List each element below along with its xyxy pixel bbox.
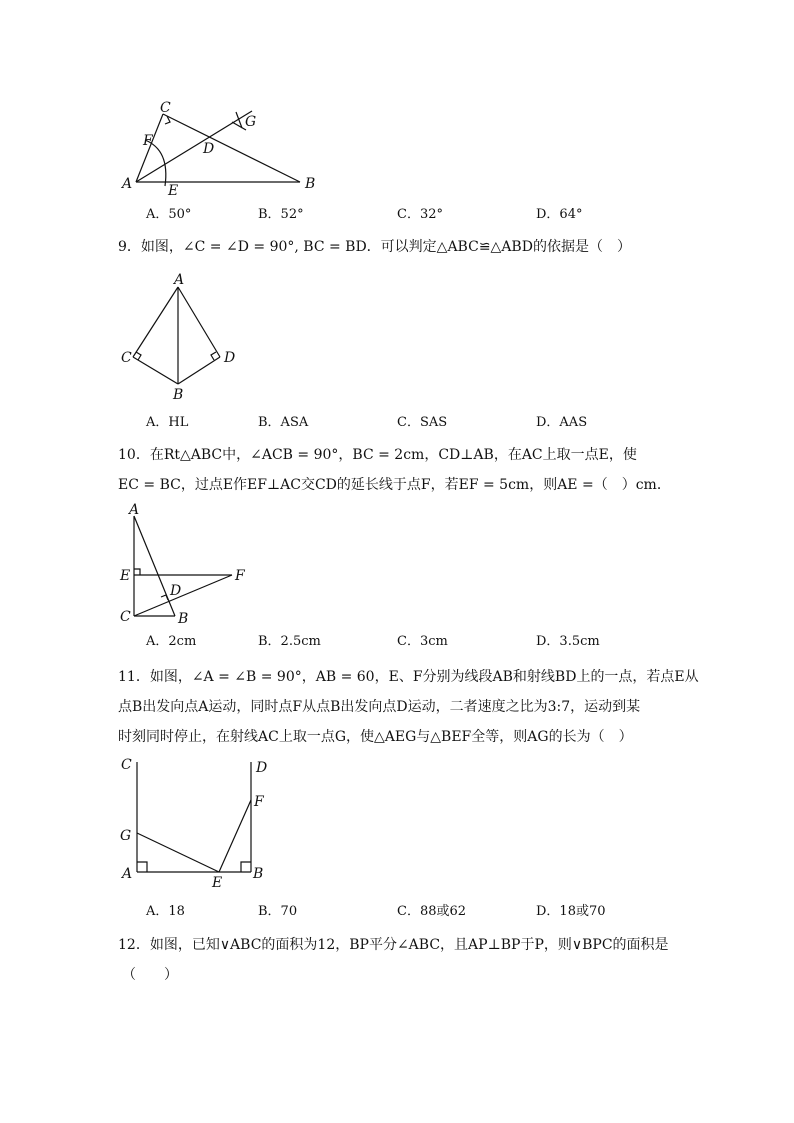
q12-stem-line-1: 12．如图，已知∨ABC的面积为12，BP平分∠ABC，且AP⊥BP于P，则∨BPC的面积是 — [118, 937, 669, 953]
q10-label-c: C — [120, 609, 131, 625]
q11-diagram — [137, 762, 251, 872]
q11-label-b: B — [253, 866, 264, 882]
q8-option-b[interactable]: B．52° — [258, 207, 304, 222]
q10-label-d: D — [170, 583, 182, 599]
q11-option-c[interactable]: C．88或62 — [397, 904, 467, 919]
q9-label-d: D — [224, 350, 236, 366]
q9-label-c: C — [121, 350, 132, 366]
q10-label-a: A — [129, 502, 140, 518]
q8-label-d: D — [203, 141, 215, 157]
q11-label-d: D — [256, 760, 268, 776]
q8-label-c: C — [160, 100, 171, 116]
q10-option-b[interactable]: B．2.5cm — [258, 634, 321, 649]
q10-label-e: E — [120, 568, 131, 584]
q10-label-b: B — [178, 611, 189, 627]
q11-label-g: G — [120, 828, 132, 844]
q11-label-e: E — [212, 875, 223, 891]
q9-option-d[interactable]: D．AAS — [536, 415, 588, 430]
q8-label-b: B — [305, 176, 316, 192]
q9-option-a[interactable]: A．HL — [146, 415, 189, 430]
q11-right-angle-mark-a — [137, 862, 147, 872]
q10-stem-line-2: EC = BC，过点E作EF⊥AC交CD的延长线于点F，若EF = 5cm，则AE =（ ）cm． — [118, 477, 671, 493]
q11-label-f: F — [254, 794, 264, 810]
q10-stem-line-1: 10．在Rt△ABC中，∠ACB = 90°，BC = 2cm，CD⊥AB，在AC上取一点E，使 — [118, 447, 637, 463]
q12-stem-line-2: （ ） — [122, 967, 178, 983]
q8-label-f: F — [143, 133, 153, 149]
q8-label-g: G — [245, 114, 257, 130]
q11-stem-line-3: 时刻同时停止，在射线AC上取一点G，使△AEG与△BEF全等，则AG的长为（ ） — [118, 729, 633, 745]
q9-option-b[interactable]: B．ASA — [258, 415, 309, 430]
q11-option-a[interactable]: A．18 — [146, 904, 185, 919]
q8-label-e: E — [168, 183, 179, 199]
q10-option-c[interactable]: C．3cm — [397, 634, 448, 649]
q8-option-a[interactable]: A．50° — [146, 207, 192, 222]
q9-label-a: A — [174, 272, 185, 288]
q11-stem-line-1: 11．如图，∠A = ∠B = 90°，AB = 60，E、F分别为线段AB和射线BD上的一点，若点E从 — [118, 669, 699, 685]
q10-option-d[interactable]: D．3.5cm — [536, 634, 600, 649]
q11-label-a: A — [122, 866, 133, 882]
q11-option-d[interactable]: D．18或70 — [536, 904, 606, 919]
q11-label-c: C — [121, 757, 132, 773]
q11-stem-line-2: 点B出发向点A运动，同时点F从点B出发向点D运动，二者速度之比为3:7，运动到某 — [118, 699, 641, 715]
q9-option-c[interactable]: C．SAS — [397, 415, 448, 430]
q10-label-f: F — [235, 568, 245, 584]
q11-right-angle-mark-b — [241, 862, 251, 872]
q11-option-b[interactable]: B．70 — [258, 904, 298, 919]
q9-stem: 9．如图，∠C = ∠D = 90°, BC = BD．可以判定△ABC≌△ABD的依据是（ ） — [118, 239, 631, 255]
q10-option-a[interactable]: A．2cm — [146, 634, 197, 649]
q8-option-d[interactable]: D．64° — [536, 207, 583, 222]
q8-option-c[interactable]: C．32° — [397, 207, 443, 222]
q8-label-a: A — [122, 176, 133, 192]
q9-label-b: B — [173, 387, 184, 403]
